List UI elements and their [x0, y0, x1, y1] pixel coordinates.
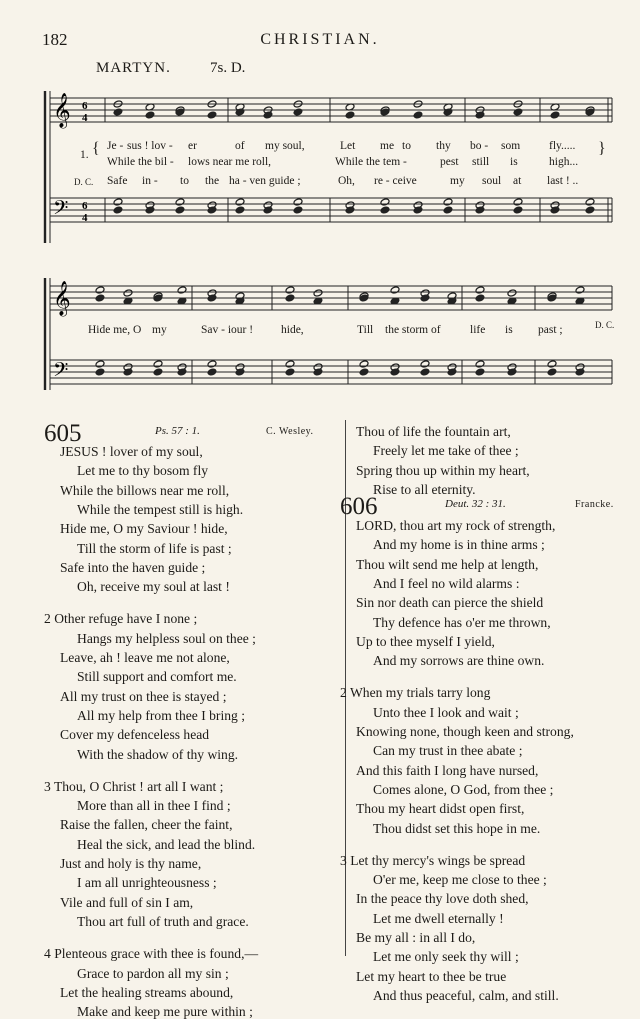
- notehead: [420, 360, 430, 368]
- verse-line: Just and holy is thy name,: [60, 856, 202, 871]
- stanza-first-line: 3 Thou, O Christ ! art all I want ;: [44, 778, 224, 794]
- notehead: [207, 111, 217, 119]
- verse-line: Hangs my helpless soul on thee ;: [77, 630, 256, 646]
- lyric-syllable: me: [380, 140, 395, 152]
- treble-clef-icon: 𝄞: [53, 93, 71, 128]
- lyric-syllable: hide,: [281, 324, 304, 336]
- notehead: [95, 286, 105, 294]
- verse-line: Spring thou up within my heart,: [356, 462, 530, 478]
- verse-line: Let my heart to thee be true: [356, 968, 507, 984]
- lyric-syllable: Let: [340, 140, 356, 152]
- lyric-syllable: is: [505, 324, 513, 336]
- lyric-syllable: pest: [440, 156, 459, 168]
- stanza-first-line: 3 Let thy mercy's wings be spread: [340, 852, 526, 868]
- notehead: [475, 286, 485, 294]
- notehead: [443, 206, 453, 214]
- notehead: [285, 360, 295, 368]
- notehead: [285, 286, 295, 294]
- notehead: [547, 360, 557, 368]
- notehead: [507, 289, 517, 297]
- lyric-syllable: bo -: [470, 140, 489, 152]
- page-number: 182: [42, 30, 68, 49]
- stanza-first-line: 2 Other refuge have I none ;: [44, 611, 198, 627]
- verse-line: Leave, ah ! leave me not alone,: [60, 650, 230, 665]
- notehead: [413, 111, 423, 119]
- bass-clef-icon: 𝄢: [53, 358, 69, 386]
- lyric-syllable: Je -: [107, 140, 124, 152]
- hymn-number: 605: [44, 420, 82, 447]
- verse-line: Comes alone, O God, from thee ;: [373, 781, 554, 797]
- notehead: [345, 111, 355, 119]
- notehead: [380, 206, 390, 214]
- verse-line: All my help from thee I bring ;: [77, 707, 245, 723]
- notehead: [585, 198, 595, 206]
- notehead: [547, 368, 557, 376]
- verse-line: Freely let me take of thee ;: [373, 443, 519, 459]
- verse-line: Cover my defenceless head: [60, 727, 210, 743]
- verse-line: Vile and full of sin I am,: [60, 894, 194, 910]
- notehead: [153, 360, 163, 368]
- notehead: [380, 198, 390, 206]
- lyric-syllable: life: [470, 324, 486, 336]
- notehead: [359, 368, 369, 376]
- notehead: [443, 198, 453, 206]
- lyric-syllable: to: [402, 140, 411, 152]
- notehead: [550, 111, 560, 119]
- lyric-syllable: thy: [436, 140, 451, 152]
- verse-line: Still support and comfort me.: [77, 669, 237, 685]
- lyric-syllable: is: [510, 156, 518, 168]
- verse-line: Thou art full of truth and grace.: [77, 913, 249, 929]
- time-signature-top: 6: [82, 200, 88, 212]
- lyric-syllable: the: [205, 175, 220, 187]
- verse-line: Be my all : in all I do,: [356, 930, 476, 945]
- verse-line: Thou wilt send me help at length,: [356, 556, 539, 572]
- lyric-syllable: still: [472, 156, 490, 168]
- verse-line: Let me to thy bosom fly: [77, 463, 209, 479]
- lyric-syllable: lows near me roll,: [188, 156, 272, 168]
- verse-line: O'er me, keep me close to thee ;: [373, 872, 547, 888]
- lyric-syllable: the storm of: [385, 324, 441, 336]
- notehead: [207, 360, 217, 368]
- notehead: [475, 368, 485, 376]
- stanza-first-line: JESUS ! lover of my soul,: [60, 444, 203, 459]
- notehead: [123, 289, 133, 297]
- notehead: [113, 206, 123, 214]
- stanza-first-line: 4 Plenteous grace with thee is found,—: [44, 946, 259, 962]
- lyric-syllable: my: [450, 175, 465, 187]
- lyric-syllable: soul: [482, 175, 502, 187]
- notehead: [313, 289, 323, 297]
- verse-line: I am all unrighteousness ;: [77, 875, 217, 891]
- notehead: [513, 206, 523, 214]
- verse-line: Oh, receive my soul at last !: [77, 579, 230, 595]
- verse-line: And this faith I long have nursed,: [356, 762, 539, 778]
- verse-line: While the tempest still is high.: [77, 501, 244, 517]
- lyric-syllable: re - ceive: [374, 175, 417, 187]
- lyric-syllable: Hide me, O: [88, 324, 142, 336]
- lyric-syllable: er: [188, 140, 197, 152]
- notehead: [293, 206, 303, 214]
- verse-line: Sin nor death can pierce the shield: [356, 595, 544, 611]
- notehead: [475, 360, 485, 368]
- lyric-syllable: ha - ven guide ;: [229, 175, 301, 187]
- notehead: [95, 360, 105, 368]
- treble-clef-icon: 𝄞: [53, 281, 71, 316]
- hymn-number: 606: [340, 493, 378, 520]
- verse-line: Make and keep me pure within ;: [77, 1004, 253, 1019]
- verse-line: And my home is in thine arms ;: [373, 537, 545, 553]
- scripture-reference: Ps. 57 : 1.: [155, 425, 200, 437]
- verse-line: And thus peaceful, calm, and still.: [373, 987, 559, 1003]
- verse-marker: 1.: [80, 149, 89, 161]
- notehead: [475, 294, 485, 302]
- notehead: [513, 108, 523, 116]
- music-system-1: [0, 88, 640, 248]
- verse-line: Let me dwell eternally !: [373, 910, 504, 926]
- verse-line: With the shadow of thy wing.: [77, 746, 239, 762]
- notehead: [359, 360, 369, 368]
- verse-line: And I feel no wild alarms :: [373, 575, 520, 591]
- notehead: [95, 294, 105, 302]
- verse-line: Raise the fallen, cheer the faint,: [60, 817, 233, 833]
- stanza-first-line: 2 When my trials tarry long: [340, 685, 491, 701]
- author: Francke.: [575, 499, 614, 510]
- notehead: [293, 108, 303, 116]
- notehead: [175, 206, 185, 214]
- verse-line: Safe into the haven guide ;: [60, 559, 206, 575]
- notehead: [420, 368, 430, 376]
- lyric-syllable: Oh,: [338, 175, 355, 187]
- verse-line: Let me only seek thy will ;: [373, 949, 519, 965]
- stanza-first-line: LORD, thou art my rock of strength,: [356, 518, 556, 533]
- lyric-syllable: fly.....: [549, 140, 576, 152]
- lyric-syllable: at: [513, 175, 522, 187]
- running-header: CHRISTIAN.: [260, 31, 380, 48]
- lyric-syllable: som: [501, 140, 521, 152]
- verse-line: And my sorrows are thine own.: [373, 653, 545, 669]
- time-signature-top: 6: [82, 100, 88, 112]
- lyric-syllable: of: [235, 140, 245, 152]
- lyric-syllable: While the bil -: [107, 156, 174, 168]
- notehead: [113, 108, 123, 116]
- lyric-syllable: to: [180, 175, 189, 187]
- bass-staff-lines: [50, 198, 612, 222]
- notehead: [177, 286, 187, 294]
- verse-line: Grace to pardon all my sin ;: [77, 965, 229, 981]
- notehead: [235, 198, 245, 206]
- verse-line: Knowing none, though keen and strong,: [356, 724, 574, 739]
- notehead: [285, 294, 295, 302]
- verse-line: All my trust on thee is stayed ;: [60, 688, 227, 704]
- notehead: [285, 368, 295, 376]
- verse-line: Hide me, O my Saviour ! hide,: [60, 521, 228, 537]
- verse-line: Thou of life the fountain art,: [356, 424, 511, 439]
- notehead: [153, 368, 163, 376]
- time-signature-bottom: 4: [82, 112, 88, 124]
- notehead: [575, 286, 585, 294]
- notehead: [390, 286, 400, 294]
- scripture-reference: Deut. 32 : 31.: [445, 498, 506, 510]
- verse-line: Heal the sick, and lead the blind.: [77, 836, 256, 852]
- verse-line: Thou didst set this hope in me.: [373, 820, 541, 836]
- lyric-syllable: my: [152, 324, 167, 336]
- lyric-syllable: Till: [357, 324, 374, 336]
- notehead: [207, 368, 217, 376]
- dc-label: D. C.: [74, 177, 94, 187]
- lyric-syllable: past ;: [538, 324, 563, 336]
- notehead: [585, 206, 595, 214]
- verse-line: In the peace thy love doth shed,: [356, 891, 529, 907]
- lyric-syllable: sus ! lov -: [127, 140, 173, 152]
- notehead: [145, 111, 155, 119]
- notehead: [513, 198, 523, 206]
- lyric-syllable: While the tem -: [335, 156, 407, 168]
- verse-line: Thy defence has o'er me thrown,: [373, 614, 551, 630]
- verse-line: Till the storm of life is past ;: [77, 540, 232, 556]
- lyric-syllable: Safe: [107, 175, 128, 187]
- author: C. Wesley.: [266, 426, 314, 437]
- lyric-syllable: Sav - iour !: [201, 324, 254, 336]
- dc-mark: D. C.: [595, 320, 615, 330]
- treble-staff-lines: [50, 98, 612, 122]
- lyric-syllable: my soul,: [265, 140, 305, 152]
- notehead: [95, 368, 105, 376]
- verse-line: Up to thee myself I yield,: [356, 633, 495, 649]
- verse-line: While the billows near me roll,: [60, 482, 230, 498]
- notehead: [293, 198, 303, 206]
- lyric-syllable: last ! ..: [547, 175, 579, 187]
- tune-name: MARTYN.: [96, 60, 171, 76]
- verse-line: Can my trust in thee abate ;: [373, 743, 523, 759]
- lyric-syllable: in -: [142, 175, 158, 187]
- verse-line: Unto thee I look and wait ;: [373, 704, 519, 720]
- notehead: [175, 198, 185, 206]
- bass-clef-icon: 𝄢: [53, 196, 69, 224]
- notehead: [113, 198, 123, 206]
- verse-line: Let the healing streams abound,: [60, 984, 234, 1000]
- tune-meter: 7s. D.: [210, 60, 246, 76]
- verse-line: Thou my heart didst open first,: [356, 801, 525, 817]
- time-signature-bottom: 4: [82, 212, 88, 224]
- verse-line: Rise to all eternity.: [373, 481, 476, 497]
- notehead: [235, 206, 245, 214]
- verse-line: More than all in thee I find ;: [77, 798, 231, 814]
- lyric-syllable: high...: [549, 156, 579, 168]
